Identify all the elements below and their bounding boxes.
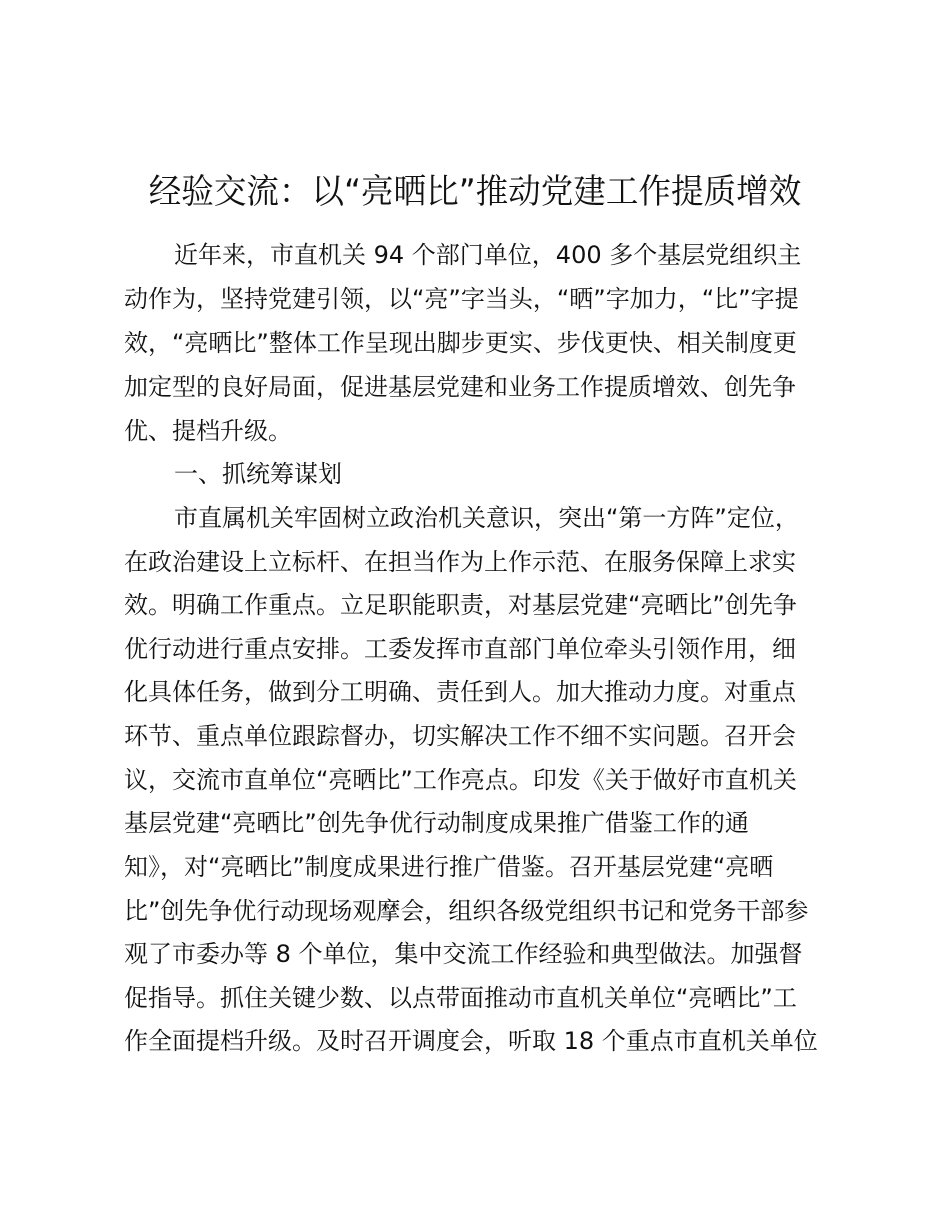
paragraph-line: 化具体任务，做到分工明确、责任到人。加大推动力度。对重点 (124, 678, 796, 706)
paragraph-line: 议，交流市直单位“亮晒比”工作亮点。印发《关于做好市直机关 (124, 766, 797, 794)
paragraph-line: 观了市委办等 8 个单位，集中交流工作经验和典型做法。加强督 (124, 940, 803, 968)
paragraph-line: 效，“亮晒比”整体工作呈现出脚步更实、步伐更快、相关制度更 (124, 329, 797, 357)
section-heading: 一、抓统筹谋划 (174, 460, 342, 488)
paragraph-line: 作全面提档升级。及时召开调度会，听取 18 个重点市直机关单位 (124, 1027, 818, 1055)
paragraph-line: 环节、重点单位跟踪督办，切实解决工作不细不实问题。召开会 (124, 722, 796, 750)
paragraph-line: 效。明确工作重点。立足职能职责，对基层党建“亮晒比”创先争 (124, 591, 797, 619)
paragraph-line: 在政治建设上立标杆、在担当作为上作示范、在服务保障上求实 (124, 548, 796, 576)
paragraph-line: 动作为，坚持党建引领，以“亮”字当头，“晒”字加力，“比”字提 (124, 285, 799, 313)
paragraph-line: 比”创先争优行动现场观摩会，组织各级党组织书记和党务干部参 (124, 897, 809, 925)
paragraph-line: 优、提档升级。 (124, 417, 292, 445)
paragraph-line: 优行动进行重点安排。工委发挥市直部门单位牵头引领作用，细 (124, 635, 796, 663)
paragraph-line: 促指导。抓住关键少数、以点带面推动市直机关单位“亮晒比”工 (124, 984, 797, 1012)
paragraph-line: 近年来，市直机关 94 个部门单位，400 多个基层党组织主 (174, 241, 802, 269)
document-title: 经验交流：以“亮晒比”推动党建工作提质增效 (148, 172, 802, 212)
paragraph-line: 市直属机关牢固树立政治机关意识，突出“第一方阵”定位， (174, 504, 799, 532)
paragraph-line: 基层党建“亮晒比”创先争优行动制度成果推广借鉴工作的通 (124, 809, 749, 837)
paragraph-line: 知》，对“亮晒比”制度成果进行推广借鉴。召开基层党建“亮晒 (124, 853, 774, 881)
paragraph-line: 加定型的良好局面，促进基层党建和业务工作提质增效、创先争 (124, 373, 796, 401)
